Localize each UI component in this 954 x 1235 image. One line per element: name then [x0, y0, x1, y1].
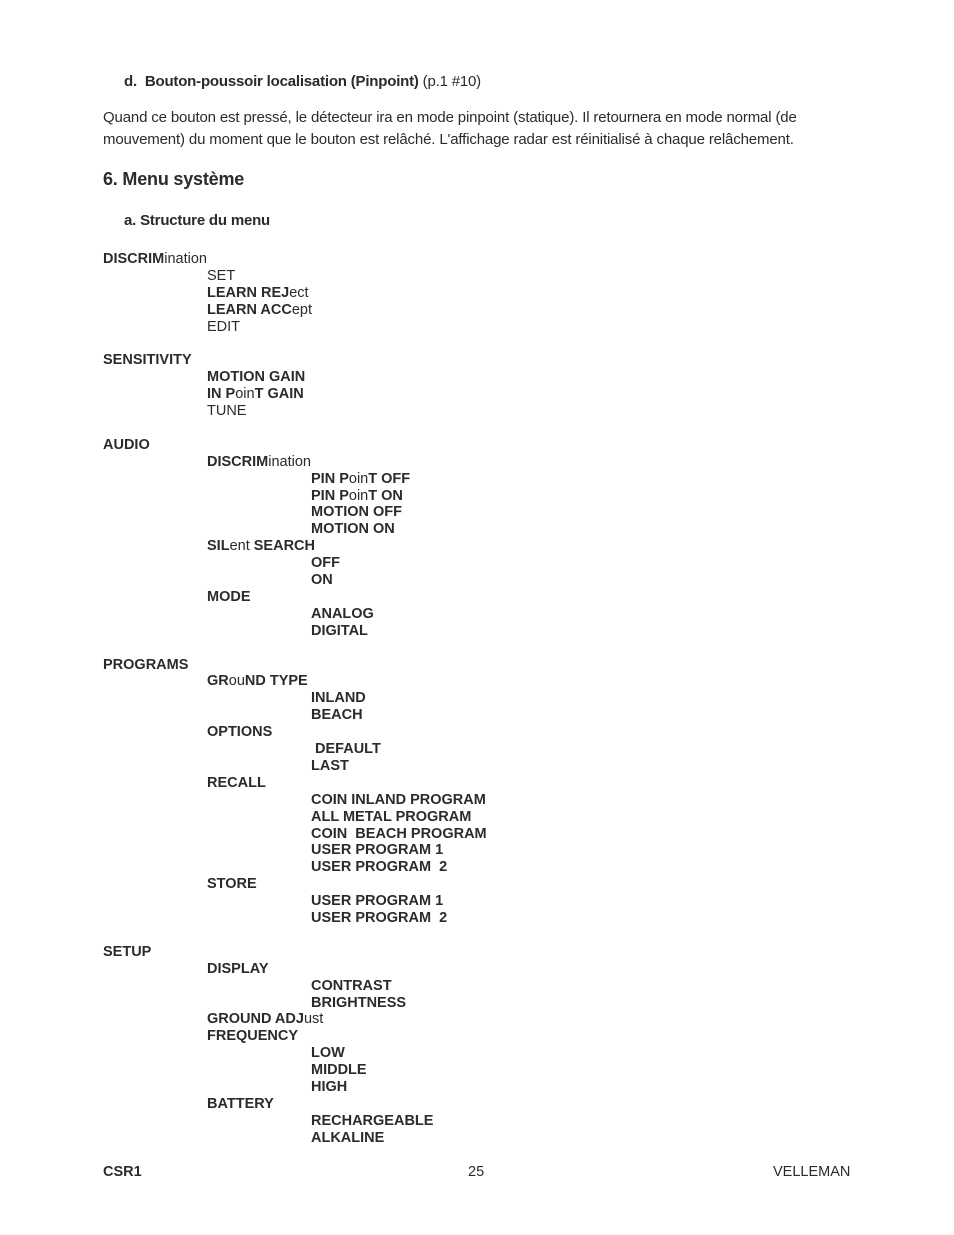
menu-item-level-1: [207, 673, 308, 690]
menu-item-text: USER PROGRAM 1: [311, 842, 444, 858]
menu-item-text: T ON: [368, 488, 403, 504]
menu-item-level-2: [311, 741, 381, 758]
menu-item-level-2: [311, 623, 368, 640]
menu-item-text: SET: [207, 268, 236, 284]
menu-item-level-2: [311, 842, 443, 859]
menu-item-text: GROUND ADJ: [207, 1011, 304, 1027]
menu-item-text: TUNE: [207, 403, 247, 419]
menu-item-level-2: [311, 826, 487, 843]
menu-item-level-1: [207, 876, 257, 893]
menu-item-text: LEARN REJ: [207, 285, 290, 301]
menu-item-text: SIL: [207, 538, 230, 554]
section-6-heading: 6. Menu système: [103, 169, 245, 189]
menu-item-level-1: [207, 775, 266, 792]
menu-item-level-1: [207, 403, 246, 420]
menu-item-level-0: [103, 437, 150, 454]
menu-item-text: ept: [291, 302, 313, 318]
section-d-reference: (p.1 #10): [418, 73, 481, 90]
menu-item-text: ANALOG: [311, 606, 374, 622]
menu-item-level-1: [207, 961, 269, 978]
menu-item-text: IN P: [207, 386, 236, 402]
menu-item-level-1: [207, 285, 309, 302]
menu-item-level-2: [311, 1079, 347, 1096]
menu-item-level-2: [311, 521, 395, 538]
menu-item-level-2: [311, 809, 471, 826]
menu-item-level-1: [207, 302, 312, 319]
menu-item-level-2: [311, 758, 349, 775]
menu-item-text: PIN P: [311, 471, 349, 487]
footer-model: CSR1: [103, 1164, 142, 1180]
menu-item-text: LOW: [311, 1045, 345, 1061]
menu-item-text: DISCRIM: [103, 251, 165, 267]
menu-item-text: SETUP: [103, 944, 152, 960]
menu-item-text: ust: [303, 1011, 324, 1027]
menu-item-text: MIDDLE: [311, 1062, 367, 1078]
menu-item-text: COIN BEACH PROGRAM: [311, 826, 487, 842]
menu-item-text: OFF: [311, 555, 340, 571]
menu-item-text: oin: [235, 386, 255, 402]
menu-item-level-2: [311, 555, 340, 572]
menu-item-level-2: [311, 1113, 433, 1130]
menu-item-text: MOTION GAIN: [207, 369, 306, 385]
menu-item-text: USER PROGRAM 2: [311, 910, 448, 926]
menu-item-text: ALKALINE: [311, 1130, 385, 1146]
menu-item-text: ect: [289, 285, 309, 301]
section-d-paragraph: Quand ce bouton est pressé, le détecteur ira en mode pinpoint (statique). Il retournera en mode normal (de mouvement) du moment que le bouton est relâché. L'affichage radar est réinitialisé à chaque relâchement.: [103, 109, 797, 148]
menu-item-text: ON: [311, 572, 333, 588]
menu-item-level-1: [207, 724, 272, 741]
menu-item-text: BEACH: [311, 707, 363, 723]
menu-item-text: ination: [164, 251, 207, 267]
menu-item-level-2: [311, 910, 447, 927]
section-a-heading: a. Structure du menu: [124, 212, 271, 229]
menu-item-text: RECHARGEABLE: [311, 1113, 434, 1129]
menu-item-level-2: [311, 893, 443, 910]
menu-item-level-2: [311, 572, 333, 589]
menu-item-level-2: [311, 690, 366, 707]
menu-item-level-1: [207, 386, 304, 403]
menu-item-text: ALL METAL PROGRAM: [311, 809, 472, 825]
menu-item-level-0: [103, 944, 151, 961]
menu-item-text: AUDIO: [103, 437, 150, 453]
menu-item-text: oin: [348, 471, 369, 487]
menu-item-text: INLAND: [311, 690, 366, 706]
menu-item-text: SENSITIVITY: [103, 352, 192, 368]
menu-item-level-2: [311, 978, 392, 995]
menu-item-text: DISPLAY: [207, 961, 269, 977]
menu-item-text: ent: [229, 538, 254, 554]
menu-item-level-1: [207, 319, 240, 336]
menu-item-text: GR: [207, 673, 229, 689]
section-d-title: d. Bouton-poussoir localisation (Pinpoint): [124, 73, 419, 90]
menu-item-level-1: [207, 589, 251, 606]
menu-item-level-2: [311, 1062, 367, 1079]
menu-item-text: LAST: [311, 758, 349, 774]
menu-item-text: EDIT: [207, 319, 241, 335]
menu-item-level-1: [207, 1096, 274, 1113]
menu-item-text: SEARCH: [253, 538, 315, 554]
menu-item-text: COIN INLAND PROGRAM: [311, 792, 486, 808]
menu-item-text: DISCRIM: [207, 454, 269, 470]
menu-item-text: ination: [268, 454, 311, 470]
menu-item-level-2: [311, 471, 410, 488]
menu-item-level-2: [311, 707, 363, 724]
menu-item-text: DIGITAL: [311, 623, 368, 639]
menu-item-text: BRIGHTNESS: [311, 995, 407, 1011]
menu-item-text: T OFF: [368, 471, 411, 487]
menu-item-level-2: [311, 504, 402, 521]
menu-item-level-0: [103, 657, 188, 674]
menu-item-text: MOTION OFF: [311, 504, 403, 520]
menu-item-level-1: [207, 369, 305, 386]
menu-item-text: PIN P: [311, 488, 349, 504]
menu-item-text: PROGRAMS: [103, 657, 189, 673]
menu-item-level-1: [207, 1028, 298, 1045]
menu-item-text: BATTERY: [207, 1096, 274, 1112]
menu-item-text: RECALL: [207, 775, 266, 791]
menu-item-text: CONTRAST: [311, 978, 392, 994]
menu-item-text: HIGH: [311, 1079, 348, 1095]
menu-item-text: STORE: [207, 876, 257, 892]
menu-item-level-1: [207, 268, 235, 285]
menu-item-level-1: [207, 538, 315, 555]
menu-item-level-2: [311, 488, 403, 505]
menu-item-level-1: [207, 454, 311, 471]
menu-item-level-2: [311, 606, 374, 623]
menu-item-text: oin: [348, 488, 369, 504]
menu-item-level-2: [311, 859, 447, 876]
menu-item-level-0: [103, 251, 207, 268]
menu-item-text: USER PROGRAM 2: [311, 859, 448, 875]
menu-item-level-2: [311, 792, 486, 809]
menu-item-text: DEFAULT: [311, 741, 381, 757]
menu-item-level-0: [103, 352, 192, 369]
menu-item-text: FREQUENCY: [207, 1028, 299, 1044]
menu-item-level-2: [311, 1045, 345, 1062]
menu-item-level-1: [207, 1011, 323, 1028]
menu-item-text: MODE: [207, 589, 251, 605]
menu-item-level-2: [311, 1130, 384, 1147]
menu-item-text: MOTION ON: [311, 521, 395, 537]
menu-item-text: USER PROGRAM 1: [311, 893, 444, 909]
menu-item-text: ou: [228, 673, 245, 689]
footer-brand: VELLEMAN: [773, 1164, 851, 1180]
menu-item-text: LEARN ACC: [207, 302, 292, 318]
menu-item-text: T GAIN: [254, 386, 304, 402]
menu-item-text: OPTIONS: [207, 724, 273, 740]
section-d-heading: [124, 73, 481, 90]
menu-item-level-2: [311, 995, 406, 1012]
footer-page-number: 25: [468, 1164, 485, 1180]
menu-item-text: ND TYPE: [244, 673, 308, 689]
